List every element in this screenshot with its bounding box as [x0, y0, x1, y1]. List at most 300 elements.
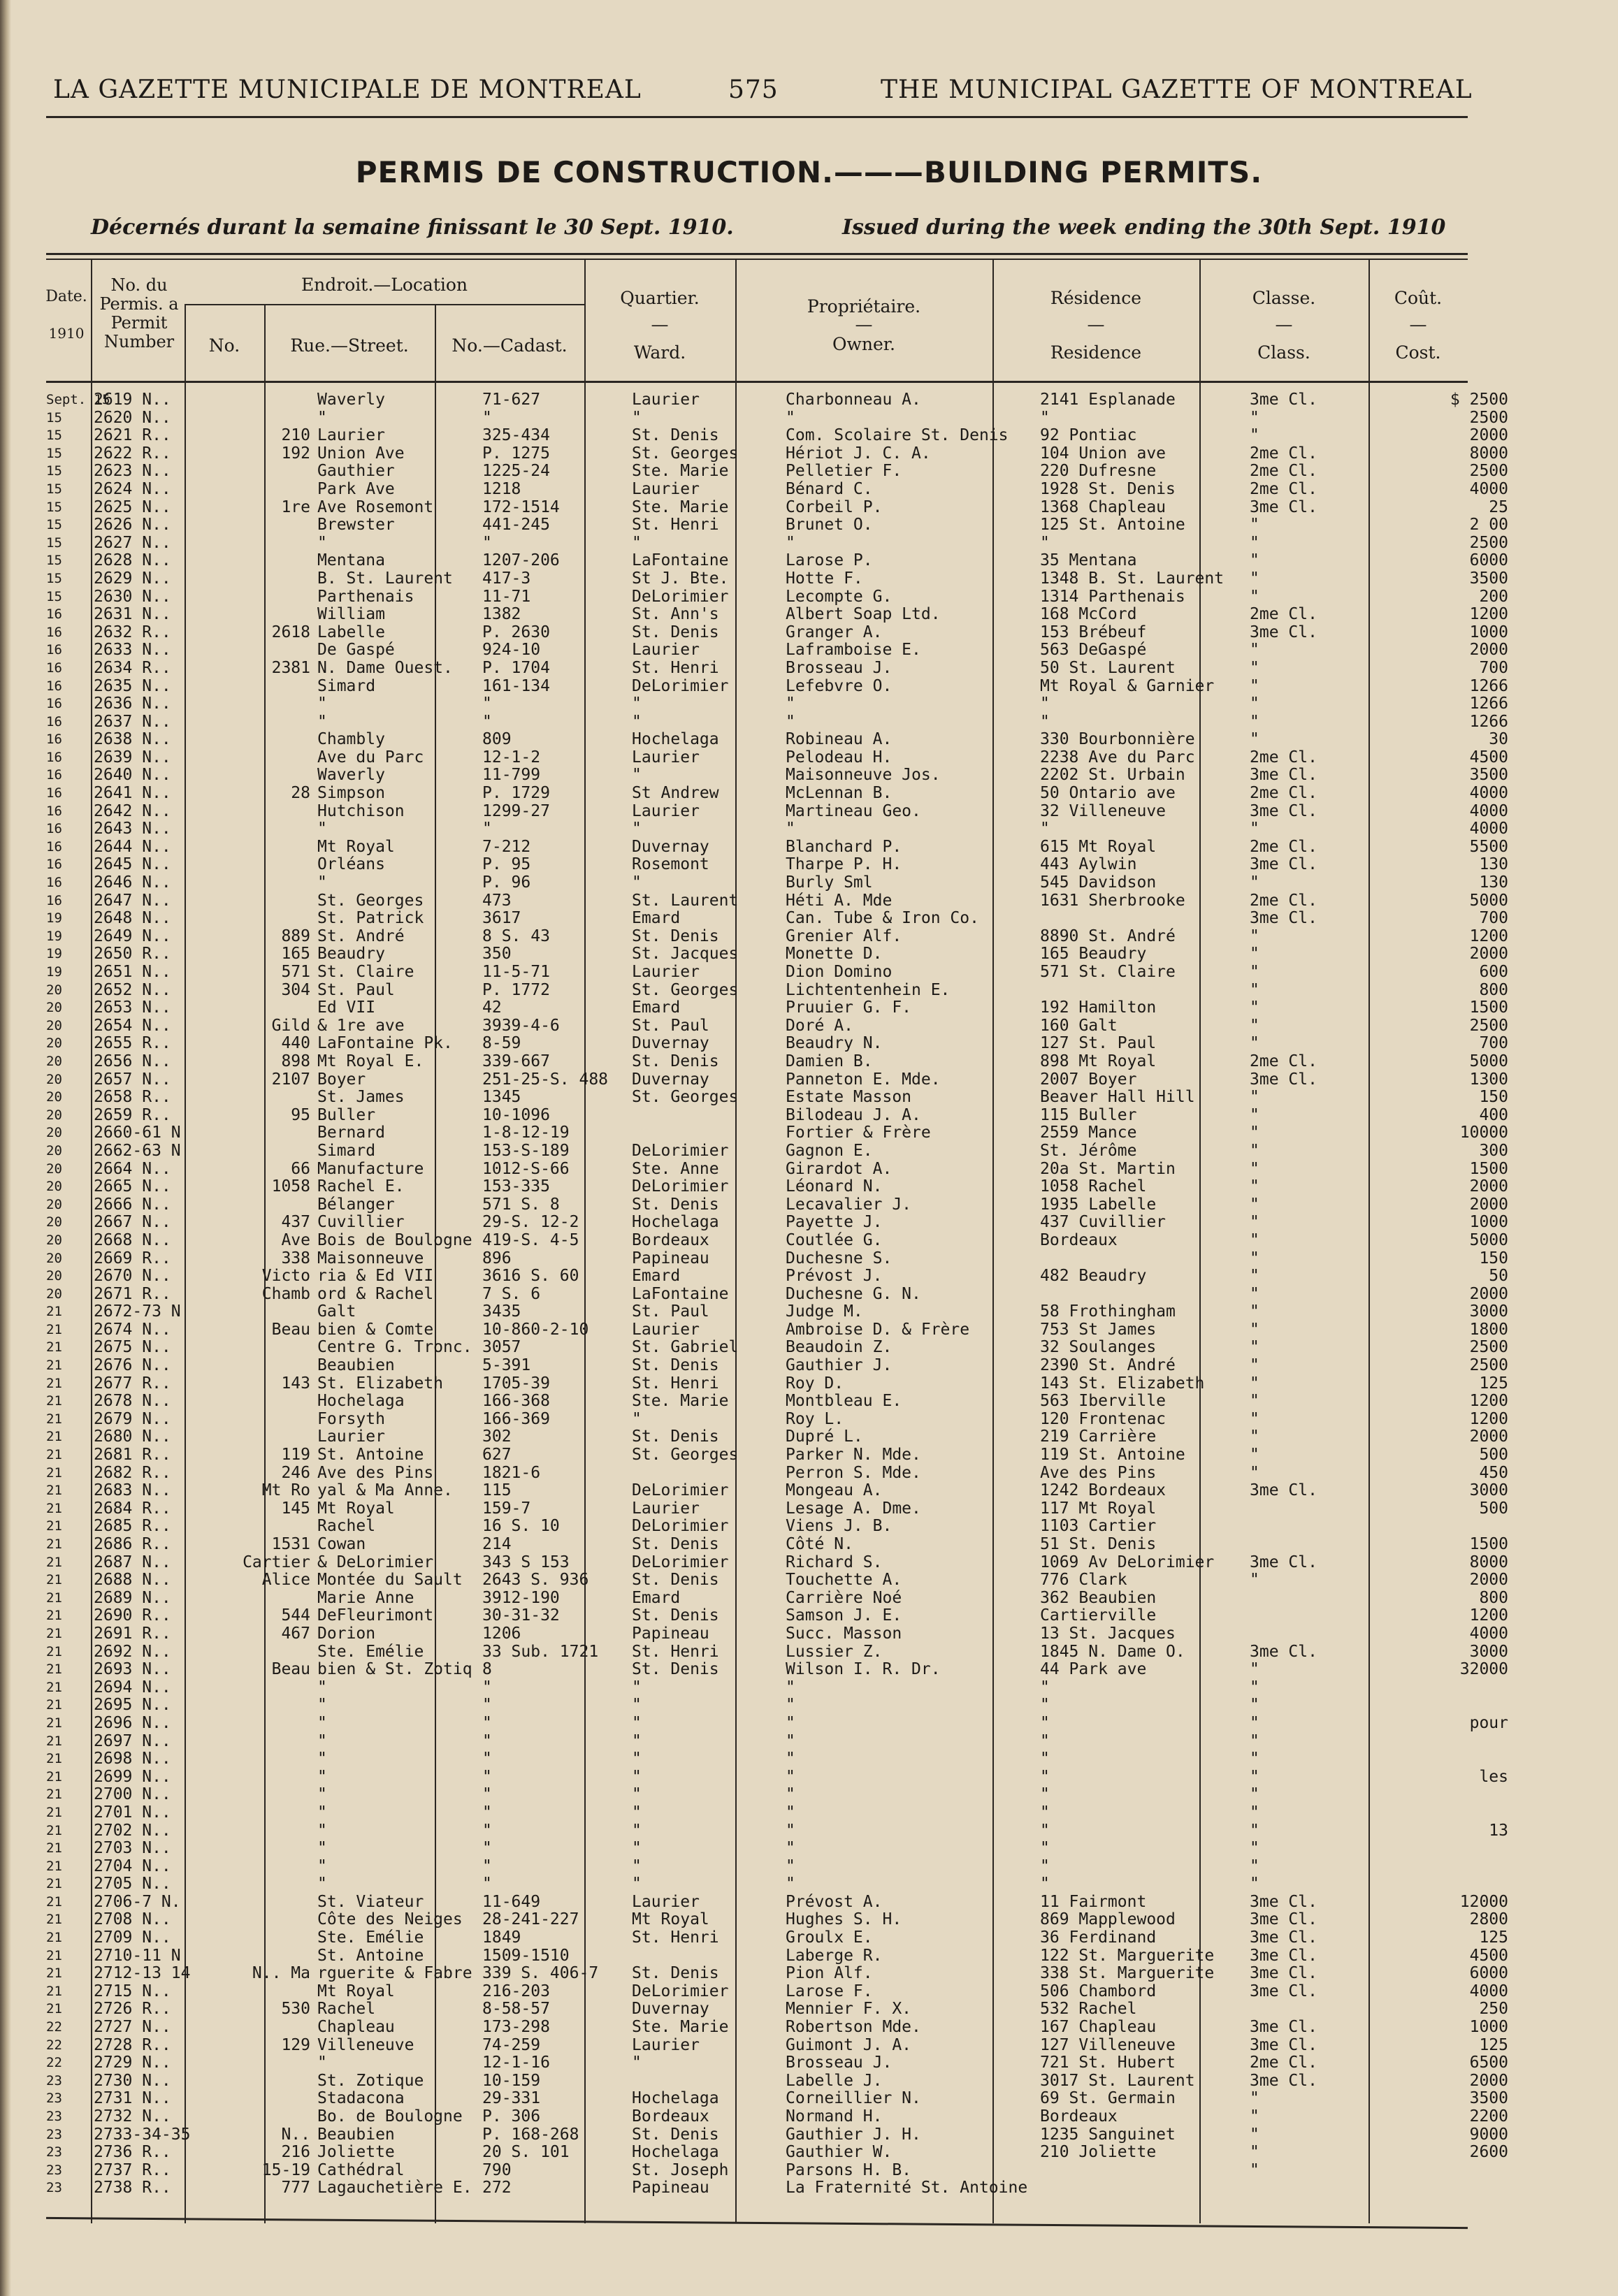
table-cell: 2me Cl.	[1250, 891, 1317, 910]
table-cell: Duvernay	[632, 1034, 709, 1053]
table-cell: "	[1250, 1678, 1259, 1696]
table-cell: 8000	[1469, 444, 1508, 463]
table-cell: 3me Cl.	[1250, 1642, 1317, 1661]
table-cell: 4000	[1469, 1624, 1508, 1643]
table-cell: Ste. Emélie	[317, 1642, 424, 1661]
table-cell: "	[1250, 1249, 1259, 1267]
header-cost: Cost.	[1395, 342, 1441, 363]
table-cell: Chambly	[317, 730, 385, 749]
table-cell: "	[1250, 658, 1259, 677]
table-cell: "	[1040, 1839, 1050, 1858]
table-cell: 30	[1489, 730, 1508, 749]
table-cell: 2618	[271, 623, 310, 641]
table-cell: 21	[46, 1804, 62, 1820]
table-cell: B. St. Laurent	[317, 569, 453, 588]
table-cell: 2653 N..	[94, 998, 171, 1017]
table-cell: 3000	[1469, 1642, 1508, 1661]
table-cell: Gauthier W.	[786, 2143, 893, 2162]
table-cell: 143	[281, 1374, 310, 1393]
table-row	[46, 1858, 1468, 1876]
table-cell: 21	[46, 1679, 62, 1695]
table-cell: 2689 N..	[94, 1588, 171, 1607]
table-cell: Ambroise D. & Frère	[786, 1320, 970, 1339]
table-cell: 8-59	[482, 1034, 521, 1053]
table-row	[46, 462, 1508, 481]
table-cell: "	[1250, 1571, 1259, 1590]
table-cell: 4500	[1469, 748, 1508, 766]
table-cell: Laframboise E.	[786, 641, 921, 660]
table-cell: 2633 N..	[94, 641, 171, 660]
table-cell: 2733-34-35	[94, 2125, 191, 2144]
table-cell: Léonard N.	[786, 1177, 883, 1196]
table-bottom-rule	[46, 2217, 1468, 2229]
table-cell: 2636 N..	[94, 695, 171, 713]
table-cell: 2732 N..	[94, 2107, 171, 2126]
table-cell: Joliette	[317, 2143, 395, 2162]
table-cell: 21	[46, 1518, 62, 1534]
table-cell: 2736 R..	[94, 2143, 171, 2162]
table-cell: Mongeau A.	[786, 1481, 883, 1500]
table-cell: "	[632, 1857, 642, 1875]
table-cell: Ave Rosemont	[317, 497, 434, 516]
table-cell: 4000	[1469, 820, 1508, 838]
table-cell: Laurier	[632, 963, 700, 981]
table-cell: "	[317, 820, 327, 838]
table-cell: 2559 Mance	[1040, 1124, 1137, 1142]
table-cell: St. Laurent	[632, 891, 739, 910]
table-cell: 2654 N..	[94, 1016, 171, 1035]
table-cell: 5-391	[482, 1356, 531, 1375]
table-cell: 2715 N..	[94, 1982, 171, 2000]
table-cell: ord & Rachel	[317, 1284, 434, 1303]
table-cell: 119 St. Antoine	[1040, 1446, 1185, 1465]
table-cell: "	[1040, 1767, 1050, 1786]
table-cell: Dion Domino	[786, 963, 893, 981]
table-cell: Héti A. Mde	[786, 891, 893, 910]
table-cell: 35 Mentana	[1040, 551, 1137, 570]
table-cell: Maisonneuve	[317, 1249, 424, 1267]
table-cell: Bois de Boulogne	[317, 1230, 472, 1249]
table-cell: 563 Iberville	[1040, 1392, 1166, 1411]
table-cell: 1200	[1469, 1606, 1508, 1625]
table-cell: 2500	[1469, 1338, 1508, 1357]
table-cell: "	[632, 1821, 642, 1840]
table-cell: 2701 N..	[94, 1803, 171, 1822]
table-cell: 700	[1479, 1034, 1508, 1053]
table-cell: 21	[46, 1947, 62, 1963]
table-cell: 1500	[1469, 1159, 1508, 1178]
table-cell: Galt	[317, 1302, 356, 1321]
table-row	[46, 1016, 1508, 1036]
table-cell: 450	[1479, 1463, 1508, 1482]
table-cell: 11-71	[482, 587, 531, 606]
table-cell: Laurier	[632, 2035, 700, 2054]
table-cell: DeLorimier	[632, 676, 729, 695]
table-cell: "	[786, 1750, 795, 1768]
table-cell: "	[786, 533, 795, 552]
table-cell: Laurier	[632, 1499, 700, 1518]
table-cell: "	[1250, 1356, 1259, 1375]
table-cell: "	[1250, 1839, 1259, 1858]
table-cell: Can. Tube & Iron Co.	[786, 909, 979, 928]
table-cell: 4500	[1469, 1946, 1508, 1965]
table-row	[46, 1230, 1508, 1250]
table-cell: La Fraternité St. Antoine	[786, 2179, 1028, 2197]
table-cell: 23	[46, 2109, 62, 2124]
table-cell: 2625 N..	[94, 497, 171, 516]
table-row	[46, 641, 1508, 660]
table-cell: "	[632, 1696, 642, 1715]
table-cell: "	[1250, 1230, 1259, 1249]
table-cell: 800	[1479, 980, 1508, 999]
table-cell: Hériot J. C. A.	[786, 444, 931, 463]
table-cell: Papineau	[632, 1249, 709, 1267]
table-cell: 153 Brébeuf	[1040, 623, 1147, 641]
table-cell: 2709 N..	[94, 1928, 171, 1947]
table-row	[46, 1733, 1468, 1751]
table-cell: 7-212	[482, 837, 531, 856]
table-cell: 3me Cl.	[1250, 801, 1317, 820]
table-cell: 69 St. Germain	[1040, 2089, 1176, 2108]
table-cell: Ave des Pins	[1040, 1463, 1157, 1482]
table-cell: Gauthier	[317, 462, 395, 481]
table-cell: "	[1250, 2125, 1259, 2144]
table-cell: 2648 N..	[94, 909, 171, 928]
table-cell: Lefebvre O.	[786, 676, 893, 695]
table-cell: 42	[482, 998, 502, 1017]
header-classe: Classe.	[1252, 288, 1316, 308]
table-cell: 145	[281, 1499, 310, 1518]
table-cell: 2694 N..	[94, 1678, 171, 1696]
table-row	[46, 516, 1508, 535]
table-cell: 22	[46, 2019, 62, 2035]
table-cell: 16 S. 10	[482, 1517, 560, 1536]
table-cell: 8 S. 43	[482, 927, 550, 945]
table-cell: Montbleau E.	[786, 1392, 902, 1411]
table-cell: Prévost J.	[786, 1267, 883, 1286]
table-cell: 2646 N..	[94, 873, 171, 892]
table-cell: 3500	[1469, 569, 1508, 588]
table-cell: 21	[46, 1858, 62, 1874]
table-cell: 571	[281, 963, 310, 981]
table-cell: Alice	[261, 1571, 310, 1590]
table-cell: "	[632, 766, 642, 785]
table-cell: 20a St. Martin	[1040, 1159, 1176, 1178]
table-cell: 21	[46, 1536, 62, 1552]
table-row	[46, 1070, 1508, 1089]
table-cell: 4000	[1469, 1982, 1508, 2000]
table-cell: 5500	[1469, 837, 1508, 856]
table-cell: 2643 S. 936	[482, 1571, 589, 1590]
table-cell: St. Jacques	[632, 945, 739, 964]
table-cell: 25	[1489, 497, 1508, 516]
table-cell: 2007 Boyer	[1040, 1070, 1137, 1089]
table-row	[46, 1553, 1508, 1572]
header-dash: —	[651, 314, 669, 335]
table-cell: Brewster	[317, 516, 395, 535]
table-cell: 20	[46, 1053, 62, 1069]
table-cell: Simard	[317, 1141, 376, 1160]
table-cell: 51 St. Denis	[1040, 1535, 1157, 1553]
table-cell: Lichtentenhein E.	[786, 980, 951, 999]
table-cell: 21	[46, 1465, 62, 1481]
table-cell: 1928 St. Denis	[1040, 479, 1176, 498]
table-cell: 36 Ferdinand	[1040, 1928, 1157, 1947]
table-cell: 1845 N. Dame O.	[1040, 1642, 1185, 1661]
table-cell: 2684 R..	[94, 1499, 171, 1518]
table-cell: St. Claire	[317, 963, 414, 981]
table-cell: Pelletier F.	[786, 462, 902, 481]
table-cell: DeLorimier	[632, 1553, 729, 1571]
table-cell: 1200	[1469, 927, 1508, 945]
table-cell: $ 2500	[1450, 391, 1508, 409]
table-cell: "	[632, 533, 642, 552]
table-cell: 15	[46, 553, 62, 569]
table-cell: Forsyth	[317, 1409, 385, 1428]
table-cell: 545 Davidson	[1040, 873, 1157, 892]
table-row	[46, 2018, 1508, 2037]
table-cell: 2695 N..	[94, 1696, 171, 1715]
table-cell: Dupré L.	[786, 1427, 863, 1446]
table-cell: Rachel E.	[317, 1177, 405, 1196]
table-cell: "	[482, 1713, 492, 1732]
table-cell: Gauthier J. H.	[786, 2125, 921, 2144]
table-cell: 2638 N..	[94, 730, 171, 749]
table-cell: Rosemont	[632, 855, 709, 874]
table-row	[46, 784, 1508, 803]
table-cell: 2730 N..	[94, 2071, 171, 2090]
table-cell: "	[482, 1803, 492, 1822]
table-cell: DeFleurimont	[317, 1606, 434, 1625]
table-cell: Doré A.	[786, 1016, 853, 1035]
table-cell: 150	[1479, 1249, 1508, 1267]
table-cell: 143 St. Elizabeth	[1040, 1374, 1205, 1393]
table-cell: 220 Dufresne	[1040, 462, 1157, 481]
table-cell: "	[1040, 1857, 1050, 1875]
table-cell: 167 Chapleau	[1040, 2018, 1157, 2037]
table-cell: 2666 N..	[94, 1195, 171, 1214]
table-cell: Labelle J.	[786, 2071, 883, 2090]
table-cell: 2622 R..	[94, 444, 171, 463]
table-cell: 500	[1479, 1499, 1508, 1518]
table-cell: 1821-6	[482, 1463, 541, 1482]
table-cell: "	[1250, 1696, 1259, 1715]
table-cell: 21	[46, 1912, 62, 1928]
table-cell: St. Georges	[632, 444, 739, 463]
table-cell: 896	[482, 1249, 512, 1267]
table-cell: Simpson	[317, 784, 385, 803]
table-cell: Granger A.	[786, 623, 883, 641]
table-cell: "	[1250, 2107, 1259, 2126]
table-cell: St. Gabriel	[632, 1338, 739, 1357]
table-row	[46, 891, 1508, 910]
table-cell: St. Henri	[632, 516, 719, 535]
table-cell: Victo	[261, 1267, 310, 1286]
table-cell: 2672-73 N	[94, 1302, 181, 1321]
table-cell: Lussier Z.	[786, 1642, 883, 1661]
table-cell: "	[1250, 1088, 1259, 1107]
table-cell: 400	[1479, 1105, 1508, 1124]
table-cell: 2627 N..	[94, 533, 171, 552]
table-cell: LaFontaine	[632, 551, 729, 570]
table-row	[46, 927, 1508, 946]
table-cell: 28	[291, 784, 310, 803]
table-cell: "	[1250, 1141, 1259, 1160]
table-cell: 219 Carrière	[1040, 1427, 1157, 1446]
table-row	[46, 980, 1508, 1000]
table-cell: 338 St. Marguerite	[1040, 1964, 1215, 1983]
table-cell: Hotte F.	[786, 569, 863, 588]
table-cell: Mennier F. X.	[786, 2000, 912, 2019]
table-cell: 2710-11 N	[94, 1946, 181, 1965]
table-cell: 2738 R..	[94, 2179, 171, 2197]
table-cell: 9000	[1469, 2125, 1508, 2144]
table-cell: Larose F.	[786, 1982, 873, 2000]
table-cell: "	[1040, 695, 1050, 713]
table-cell: 16	[46, 678, 62, 694]
table-cell: 350	[482, 945, 512, 964]
table-cell: 2642 N..	[94, 801, 171, 820]
table-row	[46, 963, 1508, 982]
table-cell: 21	[46, 1751, 62, 1767]
table-cell: 16	[46, 838, 62, 855]
table-cell: "	[317, 1731, 327, 1750]
table-cell: Pion Alf.	[786, 1964, 873, 1983]
table-cell: "	[482, 1857, 492, 1875]
table-cell: Touchette A.	[786, 1571, 902, 1590]
table-cell: St. Denis	[632, 1195, 719, 1214]
table-cell: 13 St. Jacques	[1040, 1624, 1176, 1643]
table-cell: 2650 R..	[94, 945, 171, 964]
table-cell: 166-369	[482, 1409, 550, 1428]
table-cell: 6000	[1469, 551, 1508, 570]
table-cell: 3017 St. Laurent	[1040, 2071, 1195, 2090]
table-cell: Labelle	[317, 623, 385, 641]
table-cell: 20	[46, 1286, 62, 1302]
table-cell: "	[482, 1821, 492, 1840]
table-cell: 15	[46, 535, 62, 551]
table-cell: 210	[281, 426, 310, 445]
table-row	[46, 801, 1508, 821]
table-row	[46, 748, 1508, 767]
table-cell: 16	[46, 875, 62, 891]
table-cell: 2655 R..	[94, 1034, 171, 1053]
table-cell: DeLorimier	[632, 1177, 729, 1196]
table-cell: 200	[1479, 587, 1508, 606]
table-cell: 2500	[1469, 533, 1508, 552]
table-cell: 58 Frothingham	[1040, 1302, 1176, 1321]
table-cell: 20	[46, 1214, 62, 1230]
table-top-rule-inner	[46, 259, 1468, 260]
table-cell: 571 S. 8	[482, 1195, 560, 1214]
table-cell: 3me Cl.	[1250, 1946, 1317, 1965]
table-cell: 2702 N..	[94, 1821, 171, 1840]
table-cell: 1235 Sanguinet	[1040, 2125, 1176, 2144]
table-cell: Lesage A. Dme.	[786, 1499, 921, 1518]
table-cell: 15	[46, 570, 62, 586]
table-row	[46, 1374, 1508, 1393]
table-cell: 627	[482, 1446, 512, 1465]
table-cell: St Andrew	[632, 784, 719, 803]
table-row	[46, 1679, 1468, 1697]
table-cell: Mentana	[317, 551, 385, 570]
table-cell: 44 Park ave	[1040, 1660, 1147, 1679]
table-cell: 1058	[271, 1177, 310, 1196]
table-cell: 16	[46, 857, 62, 873]
table-cell: "	[786, 1713, 795, 1732]
table-cell: Ed VII	[317, 998, 376, 1017]
table-cell: "	[317, 712, 327, 731]
table-cell: 15	[46, 463, 62, 479]
table-cell: St. Antoine	[317, 1446, 424, 1465]
table-cell: 2619 N..	[94, 391, 171, 409]
table-cell: Bo. de Boulogne	[317, 2107, 463, 2126]
table-cell: "	[632, 712, 642, 731]
page-binding-edge	[0, 0, 11, 2296]
table-cell: 790	[482, 2160, 512, 2179]
table-row	[46, 623, 1508, 642]
table-cell: 2643 N..	[94, 820, 171, 838]
table-cell: "	[317, 873, 327, 892]
table-cell: 2670 N..	[94, 1267, 171, 1286]
table-cell: 2647 N..	[94, 891, 171, 910]
table-cell: 192	[281, 444, 310, 463]
table-cell: 214	[482, 1535, 512, 1553]
table-row	[46, 2179, 1468, 2197]
table-cell: 2629 N..	[94, 569, 171, 588]
table-cell: "	[317, 1839, 327, 1858]
table-row	[46, 1499, 1508, 1518]
table-cell: St. Denis	[632, 1052, 719, 1070]
table-cell: 16	[46, 892, 62, 908]
table-cell: 3me Cl.	[1250, 1982, 1317, 2000]
table-cell: Emard	[632, 1588, 681, 1607]
table-cell: bien & St. Zotiq	[317, 1660, 472, 1679]
table-row	[46, 479, 1508, 499]
page-number: 575	[728, 75, 779, 104]
table-cell: William	[317, 605, 385, 624]
table-cell: 2me Cl.	[1250, 748, 1317, 766]
table-cell: "	[1250, 2143, 1259, 2162]
table-cell: 16	[46, 767, 62, 783]
table-cell: "	[1250, 551, 1259, 570]
table-cell: 16	[46, 785, 62, 801]
table-cell: 1012-S-66	[482, 1159, 570, 1178]
table-cell: Rachel	[317, 1517, 376, 1536]
table-cell: 2630 N..	[94, 587, 171, 606]
table-cell: Mt Ro	[261, 1481, 310, 1500]
table-cell: 2696 N..	[94, 1713, 171, 1732]
table-cell: 165 Beaudry	[1040, 945, 1147, 964]
table-cell: P. 168-268	[482, 2125, 579, 2144]
header-quartier: Quartier.	[620, 288, 700, 308]
table-cell: 898	[281, 1052, 310, 1070]
table-cell: N.. Ma	[252, 1964, 310, 1983]
table-cell: Côte des Neiges	[317, 1910, 463, 1929]
table-cell: 2644 N..	[94, 837, 171, 856]
table-cell: "	[786, 1875, 795, 1894]
table-cell: Emard	[632, 909, 681, 928]
table-cell: 15	[46, 428, 62, 444]
table-cell: 21	[46, 1358, 62, 1374]
table-cell: 2659 R..	[94, 1105, 171, 1124]
table-cell: Hochelaga	[632, 2089, 719, 2108]
header-permit: No. du Permis. a Permit Number	[99, 275, 179, 351]
table-cell: 50 Ontario ave	[1040, 784, 1176, 803]
table-row	[46, 1804, 1468, 1822]
table-cell: Ste. Marie	[632, 462, 729, 481]
table-cell: St. Antoine	[317, 1946, 424, 1965]
